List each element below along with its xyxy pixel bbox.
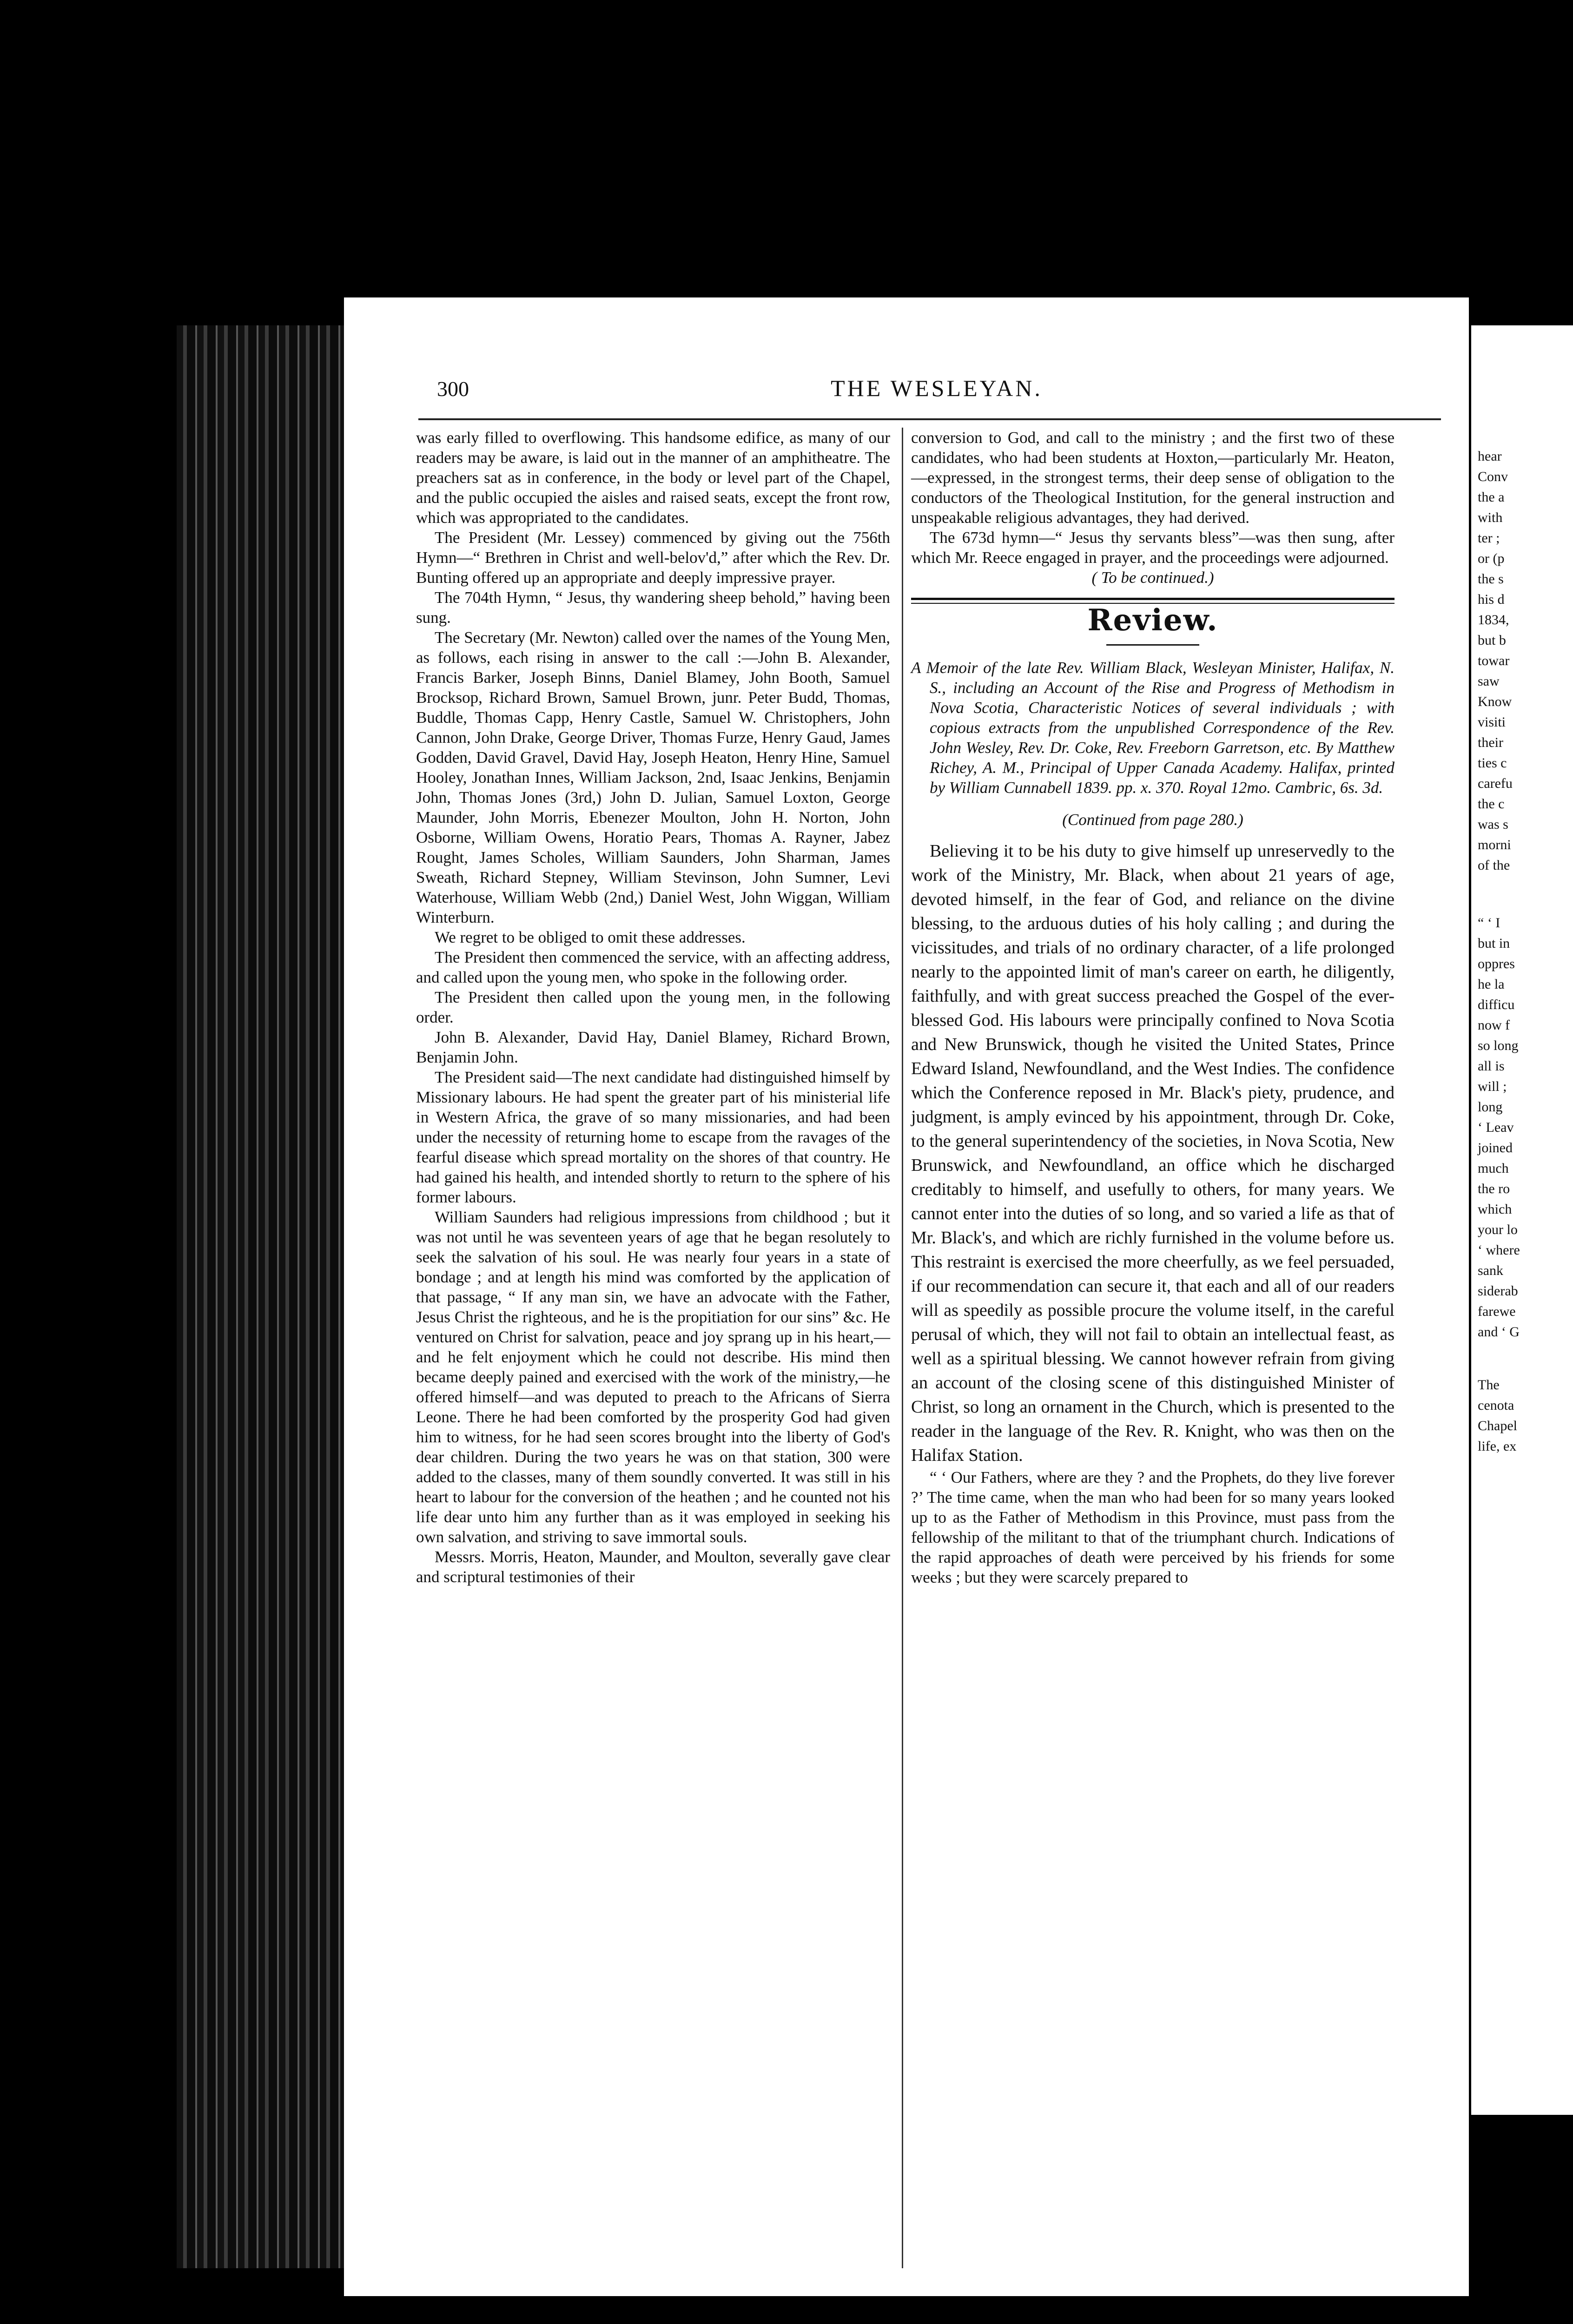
facing-page-fragment: morni	[1478, 837, 1511, 852]
running-title: THE WESLEYAN.	[831, 375, 1043, 401]
facing-page-fragment: so long	[1478, 1038, 1519, 1053]
facing-page-fragment: carefu	[1478, 776, 1513, 791]
facing-page-fragment: ‘ where	[1478, 1242, 1520, 1258]
paragraph: The President then called upon the young men, in the following order.	[416, 988, 890, 1026]
paragraph: The Secretary (Mr. Newton) called over the names of the Young Men, as follows, each rising in answer to the call :—John B. Alexander, Francis Barker, Joseph Binns, Daniel Blamey, John Booth, Samuel Brocksop, Richard Brown, Samuel Brown, junr. Peter Budd, Thomas, Buddle, Thomas Capp, Henry Castle, Samuel W. Christophers, John Cannon, John Drake, George Driver, Thomas Furze, Henry Gaud, James Godden, David Gravel, David Hay, Joseph Heaton, Henry Hine, Samuel Hooley, Jonathan Innes, William Jackson, 2nd, Isaac Jenkins, Benjamin John, Thomas Jones (3rd,) John D. Julian, Samuel Loxton, George Maunder, John Morris, Ebenezer Moulton, John H. Norton, John Osborne, William Owens, Horatio Pears, Thomas A. Rayner, Jabez Rought, James Scholes, William Saunders, John Sharman, James Sweath, Richard Stepney, William Stevinson, John Sumner, Levi Waterhouse, William Webb (2nd,) Daniel West, John Wiggan, William Winterburn.	[416, 628, 890, 926]
section-heading: Review.	[1087, 603, 1218, 638]
paragraph: John B. Alexander, David Hay, Daniel Blamey, Richard Brown, Benjamin John.	[416, 1028, 890, 1066]
facing-page-fragment: or (p	[1478, 551, 1505, 566]
heading-rule	[1106, 644, 1199, 646]
facing-page-fragment: oppres	[1478, 956, 1515, 971]
facing-page-fragment: which	[1478, 1202, 1512, 1217]
facing-page-fragment: now f	[1478, 1017, 1510, 1033]
page-number: 300	[437, 377, 469, 401]
facing-page-fragment: cenota	[1478, 1398, 1514, 1413]
facing-page-fragment: ‘ Leav	[1478, 1120, 1514, 1135]
facing-page-fragment: sank	[1478, 1263, 1503, 1278]
facing-page-fragment: will ;	[1478, 1079, 1507, 1094]
paragraph: The President (Mr. Lessey) commenced by giving out the 756th Hymn—“ Brethren in Christ and well-belov'd,” after which the Rev. Dr. Bunting offered up an appropriate and deeply impressive prayer.	[416, 528, 890, 587]
facing-page-fragment: Know	[1478, 694, 1512, 709]
facing-page-fragment: he la	[1478, 977, 1505, 992]
facing-page-fragment: but b	[1478, 633, 1506, 648]
facing-page-fragment: Conv	[1478, 469, 1508, 484]
paragraph: The 673d hymn—“ Jesus thy servants bless”—was then sung, after which Mr. Reece engaged in prayer, and the proceedings were adjourned.	[911, 528, 1395, 567]
facing-page-fragment: of the	[1478, 858, 1510, 873]
facing-page-fragment: the ro	[1478, 1181, 1510, 1196]
facing-page-fragment: life, ex	[1478, 1439, 1517, 1454]
facing-page-fragment: all is	[1478, 1058, 1505, 1074]
facing-page-fragment: ties c	[1478, 755, 1507, 771]
paragraph: The 704th Hymn, “ Jesus, thy wandering sheep behold,” having been sung.	[416, 588, 890, 627]
paragraph: Believing it to be his duty to give himself up unreservedly to the work of the Ministry, Mr. Black, when about 21 years of age, devoted himself, in the fear of God, and reliance on the divine blessing, to the arduous duties of his holy calling ; and during the vicissitudes, and trials of no ordinary character, of a life prolonged nearly to the appointed limit of man's career on earth, he diligently, faithfully, and with great success preached the Gospel of the ever-blessed God. His labours were principally confined to Nova Scotia and New Brunswick, though he visited the United States, Prince Edward Island, Newfoundland, and the West Indies. The confidence which the Conference reposed in Mr. Black's piety, prudence, and judgment, is amply evinced by his appointment, through Dr. Coke, to the general superintendency of the societies, in Nova Scotia, New Brunswick, and Newfoundland, an office which he discharged creditably to himself, and usefully to others, for many years. We cannot enter into the duties of so long, and so varied a life as that of Mr. Black's, and which are richly furnished in the volume before us. This restraint is exercised the more cheerfully, as we feel persuaded, if our recommendation can secure it, that each and all of our readers will as speedily as possible procure the volume itself, in the careful perusal of which, they will not fail to obtain an intellectual feast, as well as a spiritual blessing. We cannot however refrain from giving an account of the closing scene of this distinguished Minister of Christ, so long an ornament in the Church, which is presented to the reader in the language of the Rev. R. Knight, who was then on the Halifax Station.	[911, 841, 1395, 1465]
facing-page-fragment: the a	[1478, 489, 1505, 505]
facing-page-fragment: Chapel	[1478, 1418, 1517, 1433]
facing-page-fragment: joined	[1478, 1140, 1513, 1155]
facing-page-fragment: siderab	[1478, 1283, 1518, 1299]
facing-page-fragment: much	[1478, 1161, 1509, 1176]
paragraph: The President said—The next candidate had distinguished himself by Missionary labours. He had spent the greater part of his ministerial life in Western Africa, the grave of so many missionaries, and had been under the necessity of returning home to escape from the ravages of the fearful disease which spread mortality on the shores of that country. He had gained his health, and intended shortly to return to the sphere of his former labours.	[416, 1068, 890, 1206]
right-column	[911, 428, 1395, 1587]
facing-page-fragment: farewe	[1478, 1304, 1516, 1319]
facing-page-fragment: the s	[1478, 571, 1504, 587]
paragraph: Messrs. Morris, Heaton, Maunder, and Moulton, severally gave clear and scriptural testimonies of their	[416, 1548, 890, 1586]
continued-from: (Continued from page 280.)	[1062, 811, 1243, 829]
facing-page-fragment: his d	[1478, 592, 1505, 607]
facing-page-fragment: 1834,	[1478, 612, 1509, 627]
facing-page-fragment: ter ;	[1478, 530, 1500, 546]
paragraph: conversion to God, and call to the ministry ; and the first two of these candidates, who had been students at Hoxton,—particularly Mr. Heaton,—expressed, in the strongest terms, their deep sense of obligation to the conductors of the Theological Institution, for the general instruction and unspeakable religious advantages, they had derived.	[911, 429, 1395, 527]
book-binding	[177, 325, 344, 2268]
facing-page-fragment: hear	[1478, 449, 1502, 464]
paragraph: was early filled to overflowing. This handsome edifice, as many of our readers may be aware, is laid out in the manner of an amphitheatre. The preachers sat as in conference, in the body or level part of the Chapel, and the public occupied the aisles and raised seats, except the front row, which was appropriated to the candidates.	[416, 429, 890, 527]
facing-page-fragment: difficu	[1478, 997, 1515, 1012]
facing-page-fragment: with	[1478, 510, 1503, 525]
paragraph: William Saunders had religious impressions from childhood ; but it was not until he was seventeen years of age that he began resolutely to seek the salvation of his soul. He was nearly four years in a state of bondage ; and at length his mind was comforted by the application of that passage, “ If any man sin, we have an advocate with the Father, Jesus Christ the righteous, and he is the propitiation for our sins” &c. He ventured on Christ for salvation, peace and joy sprang up in his heart,—and he felt enjoyment which he could not describe. His mind then became deeply pained and exercised with the work of the ministry,—he offered himself—and was deputed to preach to the Africans of Sierra Leone. There he had been comforted by the prosperity God had given him to witness, for he had seen scores brought into the liberty of God's dear children. During the two years he was on that station, 300 were added to the classes, many of them soundly converted. It was still in his heart to labour for the conversion of the heathen ; and he counted not his life dear unto him any further than as it was employed in seeking his own salvation, and striving to save immortal souls.	[416, 1208, 890, 1546]
facing-page	[1471, 325, 1573, 2115]
column-divider	[902, 428, 903, 2268]
paragraph: The President then commenced the service, with an affecting address, and called upon the young men, who spoke in the following order.	[416, 948, 890, 986]
header-rule	[418, 418, 1441, 420]
facing-page-fragment: the c	[1478, 796, 1505, 812]
facing-page-fragment: visiti	[1478, 714, 1506, 730]
facing-page-fragment: their	[1478, 735, 1503, 750]
facing-page-fragment: long	[1478, 1099, 1503, 1115]
facing-page-fragment: was s	[1478, 817, 1508, 832]
paragraph: “ ‘ Our Fathers, where are they ? and the Prophets, do they live forever ?’ The time came, when the man who had been for so many years looked up to as the Father of Methodism in this Province, must pass from the fellowship of the militant to that of the triumphant church. Indications of the rapid approaches of death were perceived by his friends for some weeks ; but they were scarcely prepared to	[911, 1468, 1395, 1586]
paragraph: We regret to be obliged to omit these addresses.	[435, 928, 746, 946]
facing-page-fragment: but in	[1478, 936, 1510, 951]
left-column	[416, 428, 890, 1587]
facing-page-fragment: your lo	[1478, 1222, 1518, 1237]
to-be-continued: ( To be continued.)	[1091, 568, 1214, 587]
facing-page-fragment: and ‘ G	[1478, 1324, 1520, 1340]
facing-page-fragment: “ ‘ I	[1478, 915, 1500, 931]
facing-page-fragment: The	[1478, 1377, 1500, 1393]
book-title: A Memoir of the late Rev. William Black, Wesleyan Minister, Halifax, N. S., including an Account of the Rise and Progress of Methodism in Nova Scotia, Characteristic Notices of several individuals ; with copious extracts from the unpublished Correspondence of the Rev. John Wesley, Rev. Dr. Coke, Rev. Freeborn Garretson, etc. By Matthew Richey, A. M., Principal of Upper Canada Academy. Halifax, printed by William Cunnabell 1839. pp. x. 370. Royal 12mo. Cambric, 6s. 3d.	[911, 659, 1395, 797]
facing-page-fragment: saw	[1478, 673, 1500, 689]
page-header	[418, 372, 1455, 409]
facing-page-fragment: towar	[1478, 653, 1510, 668]
